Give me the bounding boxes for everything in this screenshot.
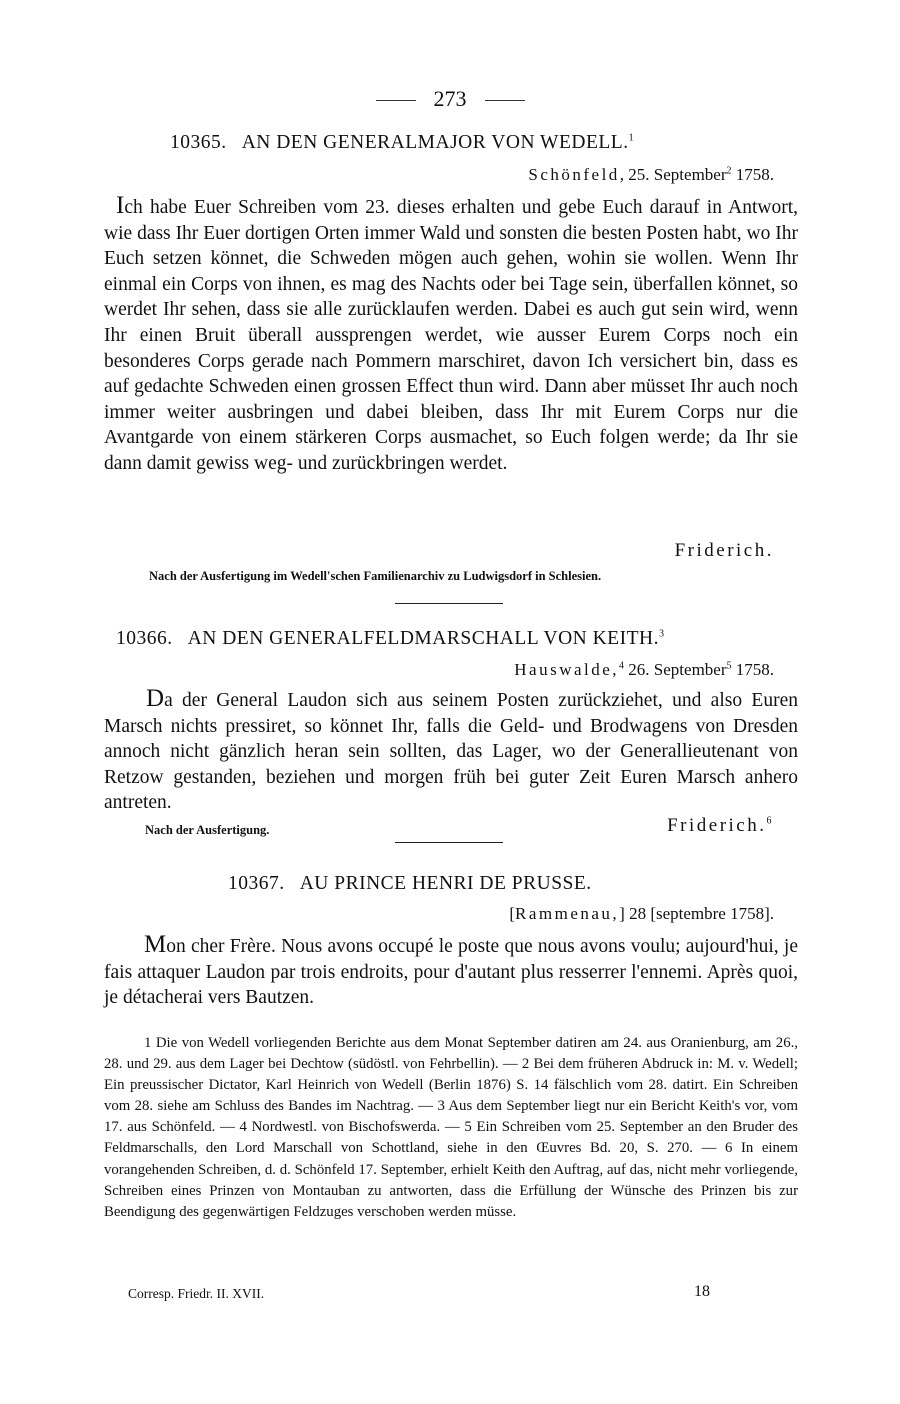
separator-rule (395, 603, 503, 604)
letter-number: 10366. (116, 628, 173, 649)
letter-heading (228, 873, 592, 895)
letter-place: Schönfeld (528, 165, 620, 184)
letter-number: 10365. (170, 132, 227, 153)
letter-body (104, 686, 798, 816)
footnote: 5 Ein Schreiben vom 25. September an den Bruder des Feldmarschalls, den Lord Marschall von Schottland, siehe in den Œuvres Bd. 20, S. 270. — (104, 1119, 799, 1157)
footnote-ref: 5 (726, 660, 732, 672)
page-number: 273 (433, 86, 467, 111)
footnote: 4 Nordwestl. von Bischofswerda. — (239, 1119, 460, 1136)
footnote: 1 Die von Wedell vorliegenden Berichte aus dem Monat September datiren am 24. aus Oranienburg, am 26., 28. und 29. aus dem Lager bei Dechtow (südöstl. von Fehrbellin). — (104, 1035, 798, 1073)
letter-title: AN DEN GENERALMAJOR VON WEDELL. (241, 132, 629, 153)
letter-text: a der General Laudon sich aus seinem Posten zurückziehet, und also Euren Marsch nichts pressiret, so könnet Ihr, falls die Geld- und Brodwagens von Dresden annoch nicht gänzlich heran sein sollten, das Lager, wo der Generallieutenant von Retzow gestanden, beziehen und morgen früh bei guter Zeit Euren Marsch anhero antreten. (104, 690, 798, 814)
letter-heading (116, 628, 664, 650)
letter-title: AU PRINCE HENRI DE PRUSSE. (299, 873, 592, 894)
footnote-ref: 6 (766, 815, 774, 827)
letter-place-date (528, 165, 774, 185)
letter-text: ch habe Euer Schreiben vom 23. dieses erhalten und gebe Euch darauf in Antwort, wie dass Ihr Euer dortigen Orten immer Wald und sonsten die besten Posten habt, wo Ihr Euch setzen könnet, die Schweden mögen auch gehen, wohin sie wollen. Wenn Ihr einmal ein Corps von ihnen, es mag des Nachts oder bei Tage sein, überfallen könnet, so werdet Ihr sehen, dass sie alle zurücklaufen werden. Dabei es auch gut sein wird, wenn Ihr einen Bruit überall aussprengen werdet, wie ausser Eurem Corps noch ein besonderes Corps gerade nach Pommern marschiret, davon Ich versichert bin, dass es auf gedachte Schweden einen grossen Effect thun wird. Dann aber müsset Ihr auch noch immer weiter ausbringen und dabei bleiben, dass Ihr mit Eurem Corps nur die Avantgarde von einem stärkeren Corps ausmachet, so Euch folgen werde; da Ihr sie dann damit gewiss weg- und zurückbringen werdet. (104, 197, 798, 474)
letter-heading (170, 132, 634, 154)
letter-date: , 25. September (619, 165, 727, 184)
footnote: 2 Bei dem früheren Abdruck in: M. v. Wedell; Ein preussischer Dictator, Karl Heinrich von Wedell (Berlin 1876) S. 14 fälschlich vom 28. datirt. Ein Schreiben vom 28. siehe am Schluss des Bandes im Nachtrag. — (104, 1056, 798, 1115)
letter-year: 1758. (731, 165, 774, 184)
letter-date: 26. September (624, 660, 727, 679)
letter-signature: Friderich.$^6$ (667, 815, 774, 836)
letter-place-date (514, 660, 774, 680)
drop-cap: I (116, 192, 125, 219)
footnote-ref: 2 (726, 165, 732, 177)
drop-cap: D (146, 685, 165, 712)
letter-source: Nach der Ausfertigung im Wedell'schen Familienarchiv zu Ludwigsdorf in Schlesien. (149, 569, 602, 583)
letter-place-date: [Rammenau,] 28 [septembre 1758]. (509, 904, 774, 923)
footnote: 3 Aus dem September liegt nur ein Bericht Keith's vor, vom 17. aus Schönfeld. — (104, 1098, 799, 1136)
footnote-ref: 3 (658, 628, 665, 640)
letter-source: Nach der Ausfertigung. (145, 823, 270, 837)
letter-body (104, 932, 798, 1011)
separator-rule (395, 842, 503, 843)
letter-year: 1758. (731, 660, 774, 679)
footer-collection: Corresp. Friedr. II. XVII. (128, 1286, 265, 1301)
letter-title: AN DEN GENERALFELDMARSCHALL VON KEITH. (187, 628, 659, 649)
footnotes (104, 1033, 798, 1223)
page-number-line (0, 86, 900, 112)
drop-cap: M (144, 931, 167, 958)
footer-signature-mark: 18 (694, 1283, 710, 1300)
footnote-ref: 4 (619, 660, 625, 672)
letter-text: on cher Frère. Nous avons occupé le poste que nous avons voulu; aujourd'hui, je fais attaquer Laudon par trois endroits, pour d'autant plus resserrer l'ennemi. Après quoi, je détacherai vers Bautzen. (104, 936, 798, 1009)
letter-number: 10367. (228, 873, 285, 894)
letter-body (104, 193, 798, 477)
letter-signature: Friderich. (674, 540, 774, 561)
letter-place: Hauswalde, (514, 660, 620, 679)
letter-place: Rammenau, (514, 904, 620, 923)
footnote: 6 In einem vorangehenden Schreiben, d. d. Schönfeld 17. September, erhielt Keith den Auftrag, auf das, nicht mehr vorliegende, Schreiben eines Prinzen von Montauban zu antworten, dass die Erfüllung der Wünsche des Prinzen bis zur Beendigung des gegenwärtigen Feldzuges verschoben werden müsse. (104, 1140, 798, 1220)
footnote-ref: 1 (628, 132, 635, 144)
dash-left (376, 100, 416, 101)
dash-right (485, 100, 525, 101)
letter-date: ] 28 [septembre 1758]. (619, 904, 774, 923)
